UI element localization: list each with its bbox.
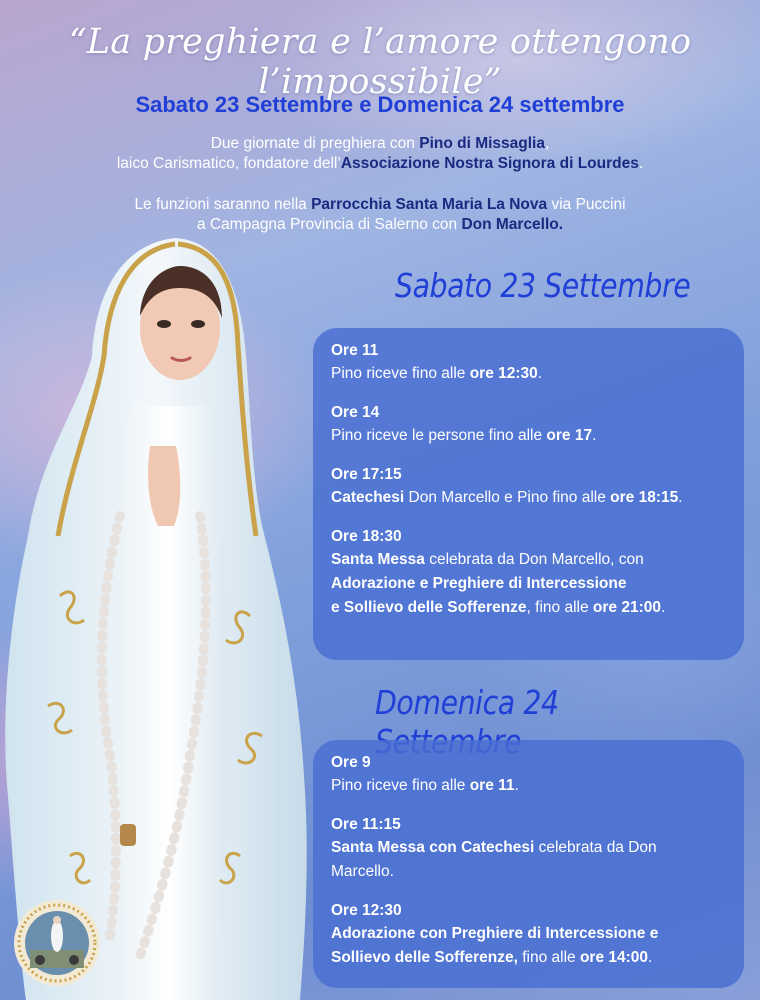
entry-text-end: . [660,599,666,616]
intro-line2-b: Associazione Nostra Signora di Lourdes [340,155,639,172]
page-title: “La preghiera e l’amore ottengono l’impossibile” [68,22,692,102]
entry-text-end: . [592,427,597,444]
location-line1-a: Le funzioni saranno nella [134,196,312,213]
saturday-heading: Sabato 23 Settembre [395,266,691,305]
entry-desc [331,362,730,386]
entry-desc [331,548,730,620]
schedule-entry [331,526,730,620]
schedule-entry [331,752,730,798]
entry-time: Ore 9 [331,754,371,771]
intro-line1-a: Due giornate di preghiera con [210,135,420,152]
entry-bold: e Sollievo delle Sofferenze [331,599,527,616]
entry-bold-start: Catechesi [331,489,405,506]
entry-bold: ore 18:15 [610,489,679,506]
event-dates: Sabato 23 Settembre e Domenica 24 settembre [135,92,625,117]
entry-time: Ore 14 [331,404,380,421]
entry-text: Don Marcello e Pino fino alle [404,489,611,506]
entry-desc [331,486,730,510]
entry-desc [331,774,730,798]
entry-bold: Adorazione e Preghiere di Intercessione [331,575,627,592]
location-text [20,195,740,235]
intro-line1-c: , [544,135,550,152]
entry-time: Ore 11 [331,342,379,359]
entry-text: celebrata da Don Marcello, con [424,551,644,568]
entry-bold: Sollievo delle Sofferenze, [331,949,518,966]
entry-bold-time: ore 14:00 [579,949,649,966]
entry-desc [331,922,730,970]
schedule-entry [331,402,730,448]
entry-bold: Adorazione con Preghiere di Intercessione e [331,925,659,942]
entry-bold: Santa Messa [331,551,425,568]
entry-bold: ore 17 [546,427,593,444]
schedule-entry [331,340,730,386]
entry-text: Pino riceve fino alle [331,777,470,794]
entry-desc [331,836,730,884]
entry-text-end: . [537,365,543,382]
intro-line2-a: laico Carismatico, fondatore dell’ [116,155,341,172]
sunday-heading: Domenica 24 [375,683,559,722]
entry-text-end: . [648,949,653,966]
entry-bold-time: ore 21:00 [592,599,661,616]
entry-bold: Santa Messa con Catechesi [331,839,535,856]
schedule-entry [331,900,730,970]
entry-text-end: . [514,777,519,794]
intro-text [20,134,740,174]
location-line2-a: a Campagna Provincia di Salerno con [196,216,462,233]
schedule-entry [331,464,730,510]
entry-bold: ore 12:30 [469,365,538,382]
entry-text: , fino alle [526,599,593,616]
location-line1-b: Parrocchia Santa Maria La Nova [311,196,548,213]
saturday-schedule-panel [313,328,744,660]
entry-time: Ore 11:15 [331,816,401,833]
entry-text-end: . [678,489,683,506]
entry-text: Pino riceve fino alle [331,365,470,382]
intro-line2-c: . [638,155,644,172]
entry-text: Marcello. [331,863,394,880]
entry-time: Ore 12:30 [331,902,402,919]
entry-desc [331,424,730,448]
entry-text: celebrata da Don [534,839,657,856]
entry-time: Ore 18:30 [331,528,402,545]
association-emblem-logo [12,898,102,988]
entry-time: Ore 17:15 [331,466,402,483]
intro-line1-b: Pino di Missaglia [419,135,545,152]
sunday-schedule-panel [313,740,744,988]
entry-text: Pino riceve le persone fino alle [331,427,547,444]
entry-bold: ore 11 [469,777,515,794]
schedule-entry [331,814,730,884]
location-line2-b: Don Marcello. [461,216,564,233]
location-line1-c: via Puccini [547,196,626,213]
entry-text: fino alle [517,949,580,966]
madonna-statue-image [0,236,320,1000]
